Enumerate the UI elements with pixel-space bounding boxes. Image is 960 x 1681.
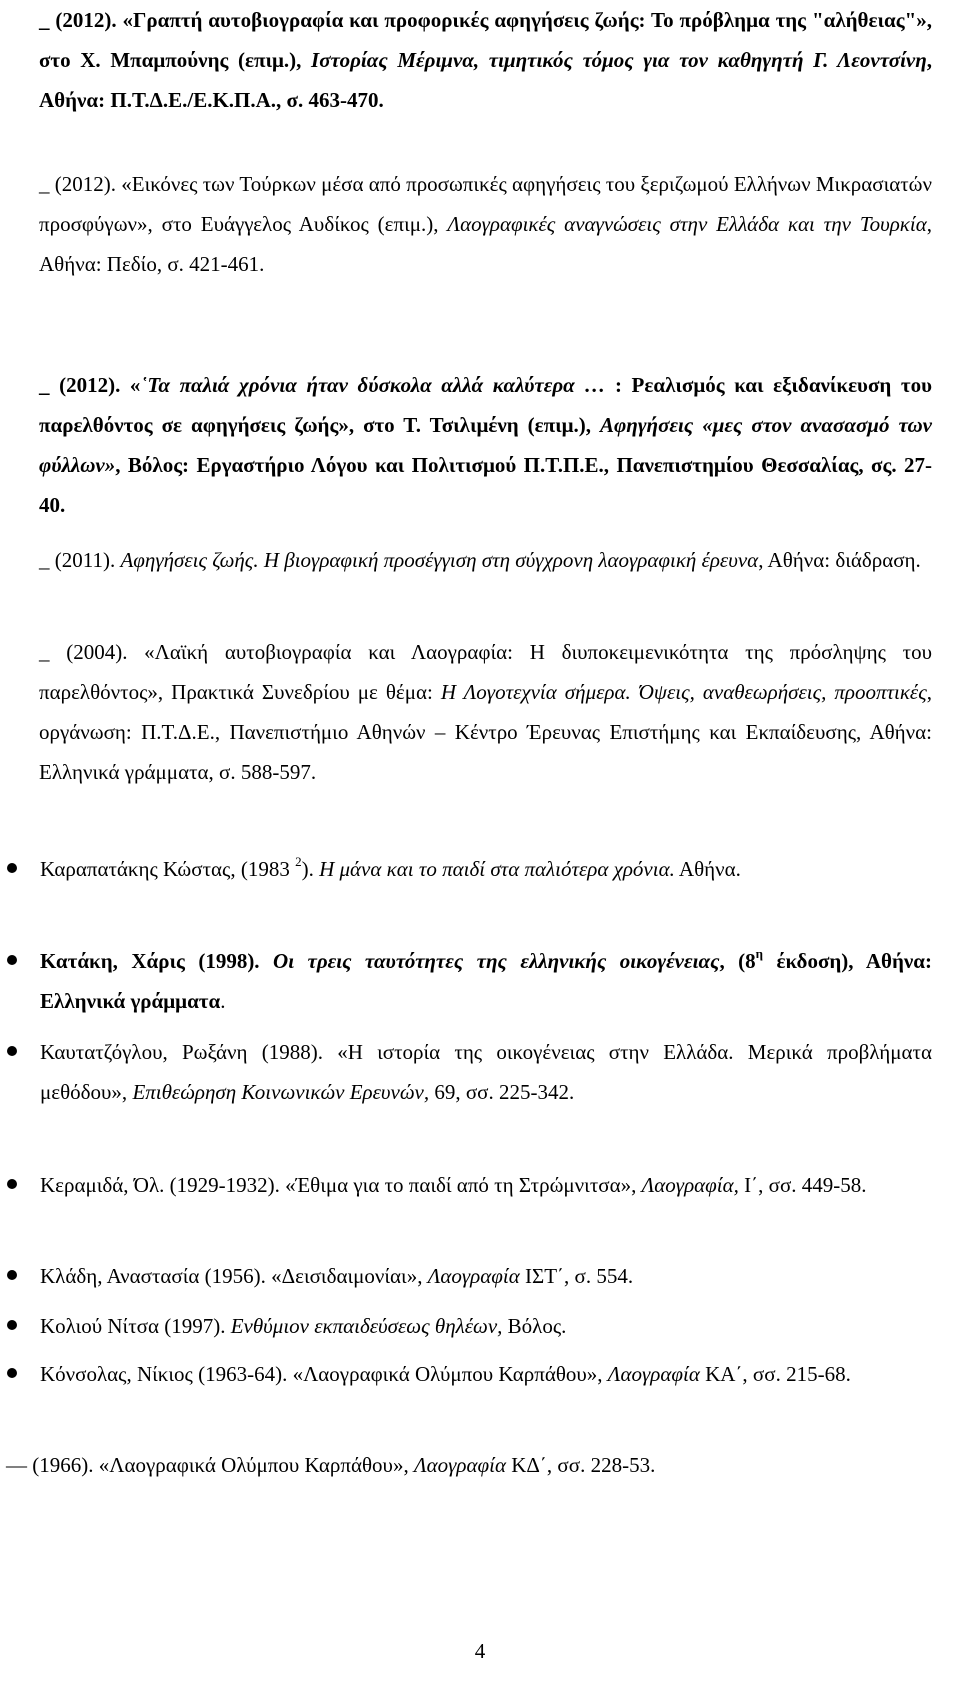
- entry-text-run: Επιθεώρηση Κοινωνικών Ερευνών,: [132, 1080, 430, 1104]
- entry-text-run: ).: [301, 857, 320, 881]
- entry-text-run: Καραπατάκης Κώστας, (1983: [40, 857, 296, 881]
- entry-text-run: Καυτατζόγλου, Ρωξάνη (1988). «Η ιστορία της οικογένειας στην Ελλάδα. Μερικά προβλήματα μεθόδου»,: [40, 1040, 932, 1104]
- entry-text-run: _ (2004). «Λαϊκή αυτοβιογραφία και Λαογραφία: Η διυποκειμενικότητα της πρόσληψης του παρελθόντος», Πρακτικά Συνεδρίου με θέμα:: [39, 640, 932, 704]
- entry-text-run: Η μάνα και το παιδί στα παλιότερα χρόνια.: [319, 857, 675, 881]
- entry-text-run: Λαογραφικές αναγνώσεις στην Ελλάδα και την Τουρκία: [447, 212, 927, 236]
- entry-text-run: Κολιού Νίτσα (1997).: [40, 1314, 231, 1338]
- entry-text-run: η: [755, 946, 764, 961]
- entry-text-run: Κατάκη, Χάρις (1998).: [40, 949, 274, 973]
- entry-text-run: Κεραμιδά, Όλ. (1929-1932). «Έθιμα για το παιδί από τη Στρώμνιτσα»,: [40, 1173, 642, 1197]
- bullet-icon: [7, 1320, 17, 1330]
- bullet-icon: [7, 1368, 17, 1378]
- bibliography-entry: [39, 0, 932, 120]
- entry-text-run: , Βόλος: Εργαστήριο Λόγου και Πολιτισμού Π.Τ.Π.Ε., Πανεπιστημίου Θεσσαλίας, σς. 27-40.: [39, 453, 932, 517]
- entry-text-run: ΚΑ΄, σσ. 215-68.: [699, 1362, 851, 1386]
- entry-text-run: 2: [295, 854, 302, 869]
- entry-text-run: Λαογραφία,: [641, 1173, 739, 1197]
- entry-text-run: .: [220, 989, 226, 1013]
- entry-text-run: Οι τρεις ταυτότητες της ελληνικής οικογένειας: [273, 949, 720, 973]
- entry-text-run: Ιστορίας Μέριμνα, τιμητικός τόμος για τον καθηγητή Γ. Λεοντσίνη: [311, 48, 927, 72]
- bibliography-entry: [40, 1306, 932, 1346]
- entry-text-run: Αφηγήσεις «μες στον ανασασμό των φύλλων»: [39, 413, 932, 477]
- bullet-icon: [7, 1046, 17, 1056]
- entry-text-run: Βόλος.: [502, 1314, 567, 1338]
- entry-text-run: Λαογραφία: [427, 1264, 520, 1288]
- entry-text-run: », στο Χ. Μπαμπούνης (επιμ.),: [39, 8, 932, 72]
- entry-text-run: Αθήνα.: [674, 857, 741, 881]
- entry-text-run: Λαογραφία: [413, 1453, 507, 1477]
- entry-text-run: _ (2012). «: [39, 373, 141, 397]
- entry-text-run: , Αθήνα: διάδραση.: [758, 548, 921, 572]
- entry-text-run: Αφηγήσεις ζωής. Η βιογραφική προσέγγιση στη σύγχρονη λαογραφική έρευνα: [120, 548, 759, 572]
- entry-text-run: 69, σσ. 225-342.: [429, 1080, 575, 1104]
- page-number: 4: [474, 1639, 486, 1663]
- entry-text-run: , οργάνωση: Π.Τ.Δ.Ε., Πανεπιστήμιο Αθηνών – Κέντρο Έρευνας Επιστήμης και Εκπαίδευσης, Αθήνα: Ελληνικά γράμματα, σ. 588-597.: [39, 680, 932, 784]
- entry-text-run: _ (2012). «Γραπτή αυτοβιογραφία και προφορικές αφηγήσεις ζωής: Το πρόβλημα της: [39, 8, 812, 32]
- bullet-icon: [7, 1270, 17, 1280]
- bibliography-entry: [40, 1032, 932, 1112]
- bibliography-entry: [40, 941, 932, 1021]
- bibliography-entry: [40, 1165, 932, 1205]
- entry-text-run: , Αθήνα: Π.Τ.Δ.Ε./Ε.Κ.Π.Α., σ. 463-470.: [39, 48, 932, 112]
- bibliography-entry: [39, 540, 932, 580]
- bibliography-entry: [40, 849, 932, 889]
- entry-text-run: Κόνσολας, Νίκιος (1963-64). «Λαογραφικά Ολύμπου Καρπάθου»,: [40, 1362, 608, 1386]
- entry-text-run: , Αθήνα: Πεδίο, σ. 421-461.: [39, 212, 932, 276]
- entry-text-run: Κλάδη, Αναστασία (1956). «Δεισιδαιμονίαι»,: [40, 1264, 428, 1288]
- entry-text-run: _ (2011).: [39, 548, 121, 572]
- entry-text-run: ΙΣΤ΄, σ. 554.: [519, 1264, 634, 1288]
- bullet-icon: [7, 955, 17, 965]
- bibliography-entry: [40, 1256, 932, 1296]
- entry-text-run: ― (1966). «Λαογραφικά Ολύμπου Καρπάθου»,: [6, 1453, 414, 1477]
- bullet-icon: [7, 863, 17, 873]
- entry-text-run: : Ρεαλισμός και εξιδανίκευση του παρελθόντος σε αφηγήσεις ζωής», στο Τ. Τσιλιμένη (επιμ.),: [39, 373, 932, 437]
- entry-text-run: Λαογραφία: [607, 1362, 700, 1386]
- bullet-icon: [7, 1179, 17, 1189]
- entry-text-run: "αλήθειας": [811, 8, 917, 32]
- entry-text-run: έκδοση), Αθήνα: Ελληνικά γράμματα: [40, 949, 932, 1013]
- bibliography-entry: [40, 1354, 932, 1394]
- entry-text-run: Ι΄, σσ. 449-58.: [738, 1173, 867, 1197]
- entry-text-run: ῾Τα παλιά χρόνια ήταν δύσκολα αλλά καλύτερα …: [140, 373, 615, 397]
- bibliography-entry: [39, 164, 932, 284]
- bibliography-entry: [39, 632, 932, 792]
- entry-text-run: Ενθύμιον εκπαιδεύσεως θηλέων,: [230, 1314, 503, 1338]
- entry-text-run: Η Λογοτεχνία σήμερα. Όψεις, αναθεωρήσεις, προοπτικές: [440, 680, 927, 704]
- bibliography-entry: [39, 365, 932, 525]
- bibliography-entry: [6, 1445, 932, 1485]
- entry-text-run: , (8: [719, 949, 756, 973]
- entry-text-run: _ (2012). «Εικόνες των Τούρκων μέσα από προσωπικές αφηγήσεις του ξεριζωμού Ελλήνων Μικρασιατών προσφύγων», στο Ευάγγελος Αυδίκος (επιμ.),: [39, 172, 932, 236]
- entry-text-run: ΚΔ΄, σσ. 228-53.: [506, 1453, 656, 1477]
